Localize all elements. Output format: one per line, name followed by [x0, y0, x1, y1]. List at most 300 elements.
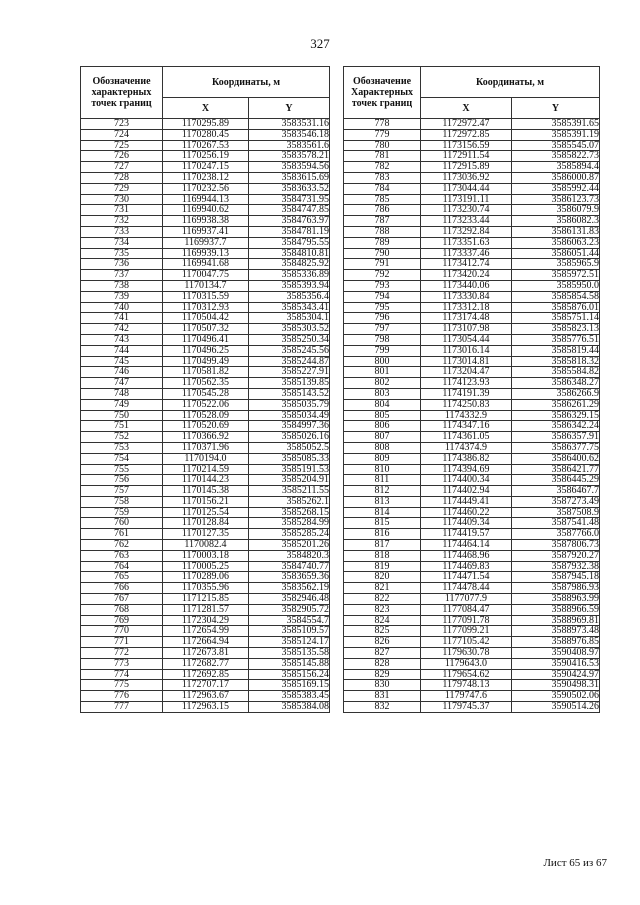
y-coordinate-cell: 3583562.19 — [249, 583, 330, 594]
x-coordinate-cell: 1179643.0 — [421, 658, 512, 669]
x-coordinate-cell: 1173204.47 — [421, 367, 512, 378]
x-coordinate-cell: 1170047.75 — [163, 270, 249, 281]
point-id-cell: 824 — [344, 615, 421, 626]
point-id-cell: 743 — [81, 334, 163, 345]
table-row — [81, 324, 330, 335]
table-row — [81, 421, 330, 432]
point-id-cell: 725 — [81, 140, 163, 151]
point-id-cell: 731 — [81, 205, 163, 216]
x-coordinate-cell: 1174394.69 — [421, 464, 512, 475]
table-row — [344, 529, 600, 540]
x-coordinate-cell: 1177077.9 — [421, 594, 512, 605]
sheet-footer: Лист 65 из 67 — [543, 857, 607, 869]
y-coordinate-cell: 3585026.16 — [249, 432, 330, 443]
x-coordinate-cell: 1174478.44 — [421, 583, 512, 594]
y-coordinate-cell: 3585894.4 — [512, 162, 600, 173]
table-row — [344, 702, 600, 713]
x-coordinate-cell: 1174409.34 — [421, 518, 512, 529]
y-coordinate-cell: 3585876.01 — [512, 302, 600, 313]
x-coordinate-cell: 1172673.81 — [163, 648, 249, 659]
point-id-cell: 753 — [81, 442, 163, 453]
x-coordinate-cell: 1170355.96 — [163, 583, 249, 594]
y-coordinate-cell: 3585992.44 — [512, 183, 600, 194]
y-coordinate-cell: 3585776.51 — [512, 334, 600, 345]
x-coordinate-cell: 1174419.57 — [421, 529, 512, 540]
y-header: Y — [512, 98, 600, 119]
table-row — [344, 604, 600, 615]
point-id-cell: 797 — [344, 324, 421, 335]
x-coordinate-cell: 1170504.42 — [163, 313, 249, 324]
y-coordinate-cell: 3585035.79 — [249, 399, 330, 410]
point-id-cell: 795 — [344, 302, 421, 313]
y-coordinate-cell: 3586261.29 — [512, 399, 600, 410]
table-row — [344, 324, 600, 335]
table-row — [344, 486, 600, 497]
table-row — [81, 486, 330, 497]
table-row — [81, 540, 330, 551]
table-row — [81, 313, 330, 324]
table-row — [344, 540, 600, 551]
x-coordinate-cell: 1174469.83 — [421, 561, 512, 572]
table-row — [81, 291, 330, 302]
table-row — [81, 248, 330, 259]
y-coordinate-cell: 3586377.75 — [512, 442, 600, 453]
point-id-cell: 769 — [81, 615, 163, 626]
point-id-cell: 742 — [81, 324, 163, 335]
table-row — [81, 453, 330, 464]
y-coordinate-cell: 3585156.24 — [249, 669, 330, 680]
x-coordinate-cell: 1170145.38 — [163, 486, 249, 497]
point-id-cell: 727 — [81, 162, 163, 173]
x-coordinate-cell: 1170082.4 — [163, 540, 249, 551]
table-row — [81, 259, 330, 270]
y-coordinate-cell: 3587945.18 — [512, 572, 600, 583]
table-body-left — [81, 119, 330, 713]
x-coordinate-cell: 1171215.85 — [163, 594, 249, 605]
point-id-cell: 733 — [81, 226, 163, 237]
y-coordinate-cell: 3585135.58 — [249, 648, 330, 659]
y-coordinate-cell: 3585393.94 — [249, 280, 330, 291]
x-coordinate-cell: 1173330.84 — [421, 291, 512, 302]
point-id-cell: 772 — [81, 648, 163, 659]
y-coordinate-cell: 3585143.52 — [249, 388, 330, 399]
point-id-cell: 775 — [81, 680, 163, 691]
table-row — [344, 410, 600, 421]
x-coordinate-cell: 1170315.59 — [163, 291, 249, 302]
x-header: X — [421, 98, 512, 119]
table-row — [81, 561, 330, 572]
table-row — [81, 648, 330, 659]
table-row — [81, 594, 330, 605]
table-row — [81, 205, 330, 216]
x-coordinate-cell: 1174374.9 — [421, 442, 512, 453]
table-row — [344, 345, 600, 356]
table-row — [81, 183, 330, 194]
x-coordinate-cell: 1179745.37 — [421, 702, 512, 713]
table-row — [344, 615, 600, 626]
table-row — [344, 691, 600, 702]
point-id-cell: 823 — [344, 604, 421, 615]
point-id-cell: 792 — [344, 270, 421, 281]
y-coordinate-cell: 3585819.44 — [512, 345, 600, 356]
y-coordinate-cell: 3583633.52 — [249, 183, 330, 194]
table-row — [344, 334, 600, 345]
y-coordinate-cell: 3586329.15 — [512, 410, 600, 421]
x-coordinate-cell: 1172972.85 — [421, 129, 512, 140]
x-coordinate-cell: 1172664.94 — [163, 637, 249, 648]
table-row — [344, 378, 600, 389]
table-row — [344, 302, 600, 313]
y-coordinate-cell: 3585285.24 — [249, 529, 330, 540]
x-coordinate-cell: 1169938.38 — [163, 216, 249, 227]
y-coordinate-cell: 3583578.21 — [249, 151, 330, 162]
x-coordinate-cell: 1173156.59 — [421, 140, 512, 151]
y-coordinate-cell: 3585262.1 — [249, 496, 330, 507]
table-row — [344, 291, 600, 302]
point-id-cell: 774 — [81, 669, 163, 680]
y-coordinate-cell: 3585343.41 — [249, 302, 330, 313]
point-id-cell: 826 — [344, 637, 421, 648]
y-coordinate-cell: 3585356.4 — [249, 291, 330, 302]
table-row — [344, 280, 600, 291]
x-coordinate-cell: 1174386.82 — [421, 453, 512, 464]
x-coordinate-cell: 1174402.94 — [421, 486, 512, 497]
x-coordinate-cell: 1174464.14 — [421, 540, 512, 551]
point-id-cell: 729 — [81, 183, 163, 194]
x-coordinate-cell: 1170581.82 — [163, 367, 249, 378]
y-coordinate-cell: 3587766.0 — [512, 529, 600, 540]
x-coordinate-cell: 1172682.77 — [163, 658, 249, 669]
x-coordinate-cell: 1172963.15 — [163, 702, 249, 713]
y-coordinate-cell: 3585854.58 — [512, 291, 600, 302]
y-coordinate-cell: 3590514.26 — [512, 702, 600, 713]
y-coordinate-cell: 3587920.27 — [512, 550, 600, 561]
x-coordinate-cell: 1170522.06 — [163, 399, 249, 410]
table-row — [344, 205, 600, 216]
y-coordinate-cell: 3585227.91 — [249, 367, 330, 378]
x-coordinate-cell: 1171281.57 — [163, 604, 249, 615]
point-id-cell: 736 — [81, 259, 163, 270]
y-coordinate-cell: 3583659.36 — [249, 572, 330, 583]
x-coordinate-cell: 1169937.7 — [163, 237, 249, 248]
point-id-cell: 760 — [81, 518, 163, 529]
point-id-cell: 813 — [344, 496, 421, 507]
point-id-cell: 771 — [81, 637, 163, 648]
x-coordinate-cell: 1170128.84 — [163, 518, 249, 529]
x-coordinate-cell: 1172963.67 — [163, 691, 249, 702]
table-row — [344, 464, 600, 475]
point-id-cell: 832 — [344, 702, 421, 713]
y-coordinate-cell: 3587508.9 — [512, 507, 600, 518]
table-row — [81, 702, 330, 713]
coordinates-table-right — [343, 66, 600, 713]
y-coordinate-cell: 3585584.82 — [512, 367, 600, 378]
point-id-cell: 786 — [344, 205, 421, 216]
point-id-cell: 787 — [344, 216, 421, 227]
x-coordinate-cell: 1173107.98 — [421, 324, 512, 335]
point-id-cell: 752 — [81, 432, 163, 443]
table-row — [81, 151, 330, 162]
y-coordinate-cell: 3586357.91 — [512, 432, 600, 443]
table-row — [344, 421, 600, 432]
point-id-cell: 796 — [344, 313, 421, 324]
x-coordinate-cell: 1170562.35 — [163, 378, 249, 389]
point-id-cell: 822 — [344, 594, 421, 605]
point-id-cell: 784 — [344, 183, 421, 194]
table-row — [81, 388, 330, 399]
y-coordinate-cell: 3588976.85 — [512, 637, 600, 648]
point-id-cell: 804 — [344, 399, 421, 410]
table-row — [344, 475, 600, 486]
y-coordinate-cell: 3583594.56 — [249, 162, 330, 173]
x-coordinate-cell: 1169944.13 — [163, 194, 249, 205]
x-coordinate-cell: 1170214.59 — [163, 464, 249, 475]
point-id-cell: 818 — [344, 550, 421, 561]
y-coordinate-cell: 3586421.77 — [512, 464, 600, 475]
y-coordinate-cell: 3586266.9 — [512, 388, 600, 399]
x-coordinate-cell: 1174123.93 — [421, 378, 512, 389]
y-coordinate-cell: 3586131.83 — [512, 226, 600, 237]
point-id-cell: 745 — [81, 356, 163, 367]
x-coordinate-cell: 1170371.96 — [163, 442, 249, 453]
table-row — [81, 302, 330, 313]
x-coordinate-cell: 1170194.0 — [163, 453, 249, 464]
y-coordinate-cell: 3585818.32 — [512, 356, 600, 367]
x-coordinate-cell: 1170366.92 — [163, 432, 249, 443]
x-coordinate-cell: 1174347.16 — [421, 421, 512, 432]
x-coordinate-cell: 1174468.96 — [421, 550, 512, 561]
table-row — [344, 151, 600, 162]
y-coordinate-cell: 3588966.59 — [512, 604, 600, 615]
x-coordinate-cell: 1173016.14 — [421, 345, 512, 356]
table-row — [344, 453, 600, 464]
table-row — [81, 464, 330, 475]
y-coordinate-cell: 3585383.45 — [249, 691, 330, 702]
point-id-cell: 751 — [81, 421, 163, 432]
table-row — [344, 226, 600, 237]
point-id-cell: 803 — [344, 388, 421, 399]
point-header: Обозначение характерных точек границ — [81, 67, 163, 119]
x-coordinate-cell: 1170289.06 — [163, 572, 249, 583]
point-id-cell: 785 — [344, 194, 421, 205]
x-coordinate-cell: 1179630.78 — [421, 648, 512, 659]
y-coordinate-cell: 3588973.48 — [512, 626, 600, 637]
point-id-cell: 749 — [81, 399, 163, 410]
table-row — [344, 594, 600, 605]
point-id-cell: 830 — [344, 680, 421, 691]
y-coordinate-cell: 3584810.81 — [249, 248, 330, 259]
x-coordinate-cell: 1174191.39 — [421, 388, 512, 399]
x-coordinate-cell: 1170144.23 — [163, 475, 249, 486]
point-id-cell: 734 — [81, 237, 163, 248]
y-coordinate-cell: 3582946.48 — [249, 594, 330, 605]
page-number: 327 — [310, 36, 330, 51]
point-id-cell: 799 — [344, 345, 421, 356]
point-id-cell: 741 — [81, 313, 163, 324]
table-row — [81, 172, 330, 183]
table-row — [81, 691, 330, 702]
y-coordinate-cell: 3584740.77 — [249, 561, 330, 572]
table-row — [81, 237, 330, 248]
x-coordinate-cell: 1173036.92 — [421, 172, 512, 183]
x-coordinate-cell: 1172304.29 — [163, 615, 249, 626]
y-coordinate-cell: 3585244.87 — [249, 356, 330, 367]
point-id-cell: 744 — [81, 345, 163, 356]
table-row — [81, 583, 330, 594]
point-id-cell: 805 — [344, 410, 421, 421]
table-row — [81, 507, 330, 518]
y-coordinate-cell: 3585191.53 — [249, 464, 330, 475]
x-coordinate-cell: 1179748.13 — [421, 680, 512, 691]
x-coordinate-cell: 1173440.06 — [421, 280, 512, 291]
point-id-cell: 820 — [344, 572, 421, 583]
x-coordinate-cell: 1170312.93 — [163, 302, 249, 313]
point-id-cell: 764 — [81, 561, 163, 572]
point-id-cell: 757 — [81, 486, 163, 497]
y-coordinate-cell: 3585391.65 — [512, 119, 600, 130]
y-coordinate-cell: 3585124.17 — [249, 637, 330, 648]
table-row — [344, 637, 600, 648]
table-row — [81, 162, 330, 173]
point-id-cell: 738 — [81, 280, 163, 291]
table-row — [344, 496, 600, 507]
x-coordinate-cell: 1173351.63 — [421, 237, 512, 248]
point-id-cell: 740 — [81, 302, 163, 313]
point-id-cell: 756 — [81, 475, 163, 486]
x-coordinate-cell: 1173312.18 — [421, 302, 512, 313]
y-coordinate-cell: 3587541.48 — [512, 518, 600, 529]
table-row — [81, 280, 330, 291]
y-coordinate-cell: 3585303.52 — [249, 324, 330, 335]
y-coordinate-cell: 3586467.7 — [512, 486, 600, 497]
y-coordinate-cell: 3586123.73 — [512, 194, 600, 205]
x-coordinate-cell: 1170280.45 — [163, 129, 249, 140]
table-row — [344, 172, 600, 183]
table-row — [344, 367, 600, 378]
point-id-cell: 802 — [344, 378, 421, 389]
x-coordinate-cell: 1170125.54 — [163, 507, 249, 518]
point-id-cell: 724 — [81, 129, 163, 140]
x-coordinate-cell: 1169940.62 — [163, 205, 249, 216]
table-row — [81, 518, 330, 529]
x-coordinate-cell: 1170528.09 — [163, 410, 249, 421]
table-row — [344, 313, 600, 324]
point-id-cell: 766 — [81, 583, 163, 594]
point-id-cell: 793 — [344, 280, 421, 291]
point-id-cell: 817 — [344, 540, 421, 551]
y-coordinate-cell: 3584825.92 — [249, 259, 330, 270]
y-coordinate-cell: 3585145.88 — [249, 658, 330, 669]
y-coordinate-cell: 3586348.27 — [512, 378, 600, 389]
x-coordinate-cell: 1170256.19 — [163, 151, 249, 162]
point-id-cell: 735 — [81, 248, 163, 259]
point-id-cell: 779 — [344, 129, 421, 140]
x-coordinate-cell: 1174332.9 — [421, 410, 512, 421]
table-row — [81, 442, 330, 453]
table-row — [81, 216, 330, 227]
point-id-cell: 748 — [81, 388, 163, 399]
point-id-cell: 783 — [344, 172, 421, 183]
y-coordinate-cell: 3586445.29 — [512, 475, 600, 486]
x-coordinate-cell: 1173230.74 — [421, 205, 512, 216]
point-id-cell: 794 — [344, 291, 421, 302]
y-coordinate-cell: 3588969.81 — [512, 615, 600, 626]
table-row — [81, 270, 330, 281]
x-coordinate-cell: 1169939.13 — [163, 248, 249, 259]
table-row — [81, 604, 330, 615]
point-id-cell: 778 — [344, 119, 421, 130]
x-coordinate-cell: 1170005.25 — [163, 561, 249, 572]
y-coordinate-cell: 3585972.51 — [512, 270, 600, 281]
y-coordinate-cell: 3585545.07 — [512, 140, 600, 151]
table-row — [344, 356, 600, 367]
y-coordinate-cell: 3585085.33 — [249, 453, 330, 464]
point-id-cell: 781 — [344, 151, 421, 162]
y-coordinate-cell: 3590424.97 — [512, 669, 600, 680]
y-coordinate-cell: 3588963.99 — [512, 594, 600, 605]
point-id-cell: 777 — [81, 702, 163, 713]
point-id-cell: 831 — [344, 691, 421, 702]
table-row — [344, 248, 600, 259]
point-id-cell: 728 — [81, 172, 163, 183]
y-coordinate-cell: 3585751.14 — [512, 313, 600, 324]
x-coordinate-cell: 1173233.44 — [421, 216, 512, 227]
table-row — [81, 399, 330, 410]
x-coordinate-cell: 1170499.49 — [163, 356, 249, 367]
x-coordinate-cell: 1172972.47 — [421, 119, 512, 130]
y-header: Y — [249, 98, 330, 119]
table-row — [81, 140, 330, 151]
x-coordinate-cell: 1170507.32 — [163, 324, 249, 335]
table-row — [81, 432, 330, 443]
point-id-cell: 807 — [344, 432, 421, 443]
point-id-cell: 755 — [81, 464, 163, 475]
table-row — [344, 442, 600, 453]
x-coordinate-cell: 1170496.25 — [163, 345, 249, 356]
y-coordinate-cell: 3584731.95 — [249, 194, 330, 205]
point-id-cell: 730 — [81, 194, 163, 205]
y-coordinate-cell: 3590408.97 — [512, 648, 600, 659]
y-coordinate-cell: 3585384.08 — [249, 702, 330, 713]
y-coordinate-cell: 3583615.69 — [249, 172, 330, 183]
y-coordinate-cell: 3585052.5 — [249, 442, 330, 453]
table-row — [344, 507, 600, 518]
x-coordinate-cell: 1172654.99 — [163, 626, 249, 637]
y-coordinate-cell: 3584795.55 — [249, 237, 330, 248]
point-id-cell: 726 — [81, 151, 163, 162]
table-row — [81, 637, 330, 648]
x-coordinate-cell: 1169941.68 — [163, 259, 249, 270]
table-row — [81, 367, 330, 378]
y-coordinate-cell: 3585139.85 — [249, 378, 330, 389]
table-row — [344, 119, 600, 130]
y-coordinate-cell: 3590498.31 — [512, 680, 600, 691]
x-coordinate-cell: 1172692.85 — [163, 669, 249, 680]
y-coordinate-cell: 3586342.24 — [512, 421, 600, 432]
point-header: Обозначение Характерных точек границ — [344, 67, 421, 119]
table-row — [344, 561, 600, 572]
x-coordinate-cell: 1174400.34 — [421, 475, 512, 486]
point-id-cell: 780 — [344, 140, 421, 151]
point-id-cell: 814 — [344, 507, 421, 518]
point-id-cell: 739 — [81, 291, 163, 302]
table-row — [81, 226, 330, 237]
x-coordinate-cell: 1174449.41 — [421, 496, 512, 507]
table-row — [344, 658, 600, 669]
table-row — [81, 680, 330, 691]
x-coordinate-cell: 1177105.42 — [421, 637, 512, 648]
point-id-cell: 747 — [81, 378, 163, 389]
